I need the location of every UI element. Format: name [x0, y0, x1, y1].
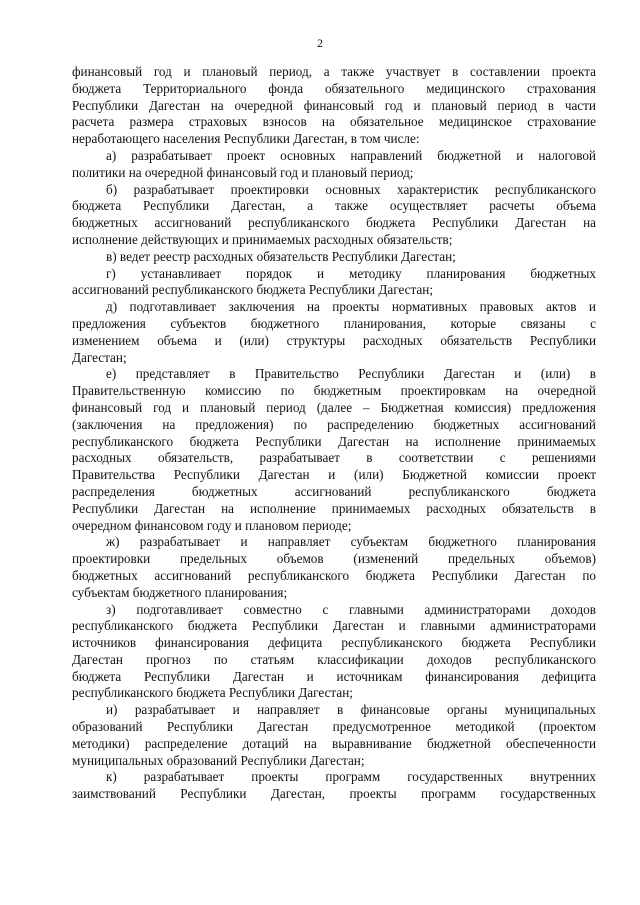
text-line: проектировки предельных объемов (изменений предельных объемов)	[72, 551, 596, 567]
text-line: в) ведет реестр расходных обязательств Республики Дагестан;	[106, 248, 456, 264]
text-line: бюджета Республики Дагестан, а также осуществляет расчеты объема	[72, 198, 596, 214]
text-line: субъектам бюджетного планирования;	[72, 584, 288, 600]
text-line: расходных обязательств, разрабатывает в соответствии с решениями	[72, 450, 596, 466]
text-line: республиканского бюджета Республики Дагестан и главными администраторами	[72, 618, 596, 634]
text-line: д) подготавливает заключения на проекты нормативных правовых актов и	[106, 299, 596, 315]
text-line: з) подготавливает совместно с главными администраторами доходов	[106, 601, 596, 617]
text-line: финансовый год и плановый период, а также участвует в составлении проекта	[72, 64, 596, 79]
text-line: Дагестан;	[72, 349, 127, 365]
text-line: муниципальных образований Республики Дагестан;	[72, 752, 365, 768]
text-line: Правительственную комиссию по бюджетным проектировкам на очередной	[72, 383, 596, 399]
text-line: е) представляет в Правительство Республики Дагестан и (или) в	[106, 366, 596, 382]
text-line: республиканского бюджета Республики Дагестан;	[72, 685, 353, 701]
text-line: образований Республики Дагестан предусмотренное методикой (проектом	[72, 719, 596, 735]
text-line: а) разрабатывает проект основных направлений бюджетной и налоговой	[106, 147, 596, 163]
text-line: предложения субъектов бюджетного планирования, которые связаны с	[72, 315, 596, 331]
text-line: расчета размера страховых взносов на обязательное медицинское страхование	[72, 114, 596, 130]
text-line: к) разрабатывает проекты программ государственных внутренних	[106, 769, 596, 785]
text-line: и) разрабатывает и направляет в финансовые органы муниципальных	[106, 702, 596, 718]
text-line: бюджета Территориального фонда обязательного медицинского страхования	[72, 80, 596, 96]
text-line: Правительства Республики Дагестан и (или) Бюджетной комиссии проект	[72, 467, 596, 483]
text-line: Республики Дагестан на исполнение принимаемых расходных обязательств в	[72, 500, 596, 516]
text-line: б) разрабатывает проектировки основных характеристик республиканского	[106, 181, 596, 197]
page-number: 2	[317, 36, 323, 50]
text-line: источников финансирования дефицита республиканского бюджета Республики	[72, 635, 596, 651]
text-line: Республики Дагестан на очередной финансовый год и плановый период в части	[72, 97, 596, 113]
text-line: ж) разрабатывает и направляет субъектам бюджетного планирования	[106, 534, 596, 550]
text-line: исполнение действующих и принимаемых расходных обязательств;	[72, 231, 453, 247]
text-line: изменением объема и (или) структуры расходных обязательств Республики	[72, 332, 596, 348]
document-body	[72, 64, 596, 803]
text-line: очередном финансовом году и плановом периоде;	[72, 517, 352, 533]
text-line: г) устанавливает порядок и методику планирования бюджетных	[106, 265, 596, 281]
text-line: распределения бюджетных ассигнований республиканского бюджета	[72, 483, 596, 499]
text-line: неработающего населения Республики Дагестан, в том числе:	[72, 131, 420, 147]
text-line: бюджетных ассигнований республиканского бюджета Республики Дагестан по	[72, 567, 596, 583]
text-line: методики) распределение дотаций на выравнивание бюджетной обеспеченности	[72, 735, 596, 751]
text-line: бюджета Республики Дагестан и источникам финансирования дефицита	[72, 668, 596, 684]
text-line: (заключения на предложения) по распределению бюджетных ассигнований	[72, 416, 596, 432]
text-line: республиканского бюджета Республики Дагестан на исполнение принимаемых	[72, 433, 596, 449]
text-line: Дагестан прогноз по статьям классификации доходов республиканского	[72, 651, 596, 667]
text-line: заимствований Республики Дагестан, проекты программ государственных	[72, 786, 596, 802]
text-line: политики на очередной финансовый год и плановый период;	[72, 164, 414, 180]
text-line: бюджетных ассигнований республиканского бюджета Республики Дагестан на	[72, 215, 596, 231]
text-line: ассигнований республиканского бюджета Республики Дагестан;	[72, 282, 433, 298]
text-line: финансовый год и плановый период (далее – Бюджетная комиссия) предложения	[72, 399, 596, 415]
